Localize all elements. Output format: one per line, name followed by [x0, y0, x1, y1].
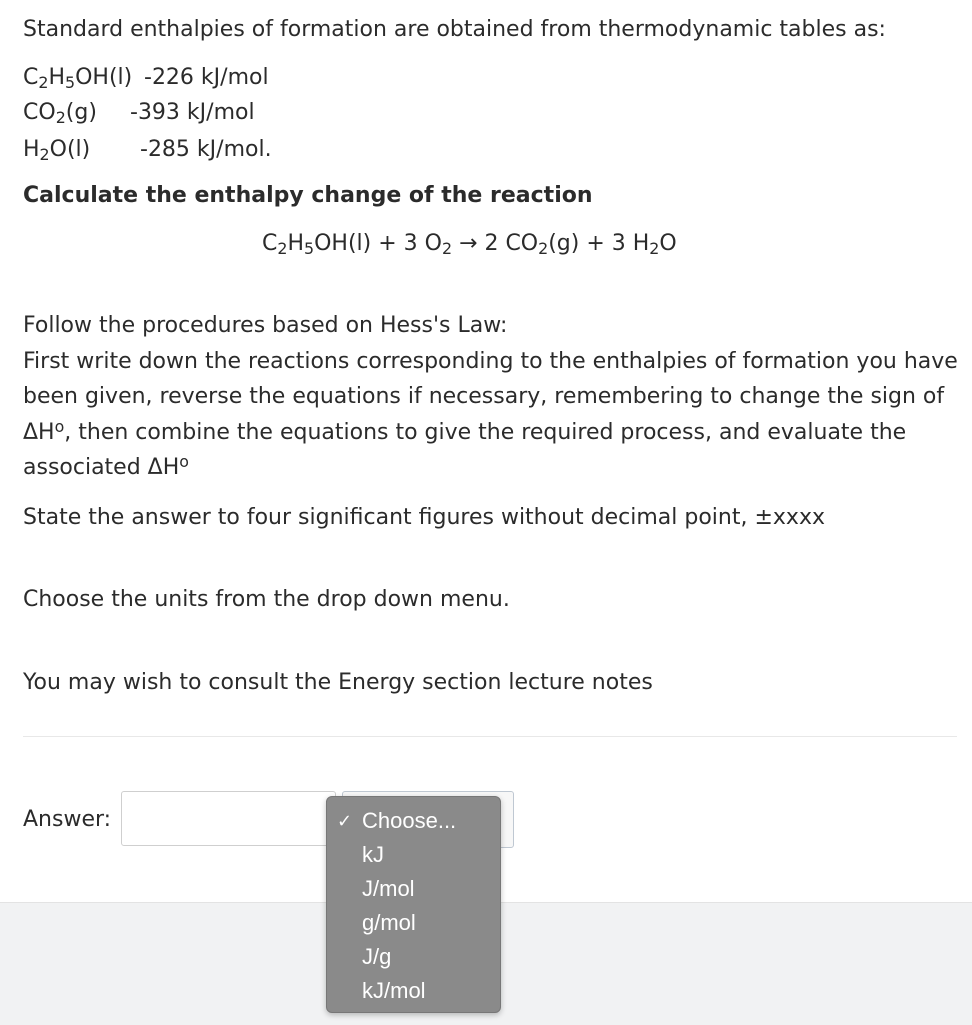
units-dropdown-menu[interactable]	[326, 796, 501, 1013]
units-option-g-per-mol[interactable]: g/mol	[362, 910, 416, 935]
intro-text: Standard enthalpies of formation are obtained from thermodynamic tables as:	[23, 17, 886, 42]
species-formula: $C_2H_5OH(l)$	[23, 65, 133, 92]
instructions-sigfigs: State the answer to four significant figures without decimal point, ±xxxx	[23, 505, 825, 530]
answer-input[interactable]	[121, 791, 336, 846]
species-co2	[23, 99, 255, 127]
hess-steps: First write down the reactions corresponding to the enthalpies of formation you have been given, reverse the equations if necessary, remembering to change the sign of $\Delta H^o$, then combine the equations to give the required process, and evaluate the associated $\Delta H^o$	[23, 348, 958, 480]
species-enthalpy: -285 kJ/mol.	[140, 137, 272, 162]
species-water	[23, 136, 272, 164]
units-option-j-per-mol[interactable]: J/mol	[362, 876, 415, 901]
checkmark-icon: ✓	[337, 811, 353, 831]
species-enthalpy: -393 kJ/mol	[130, 100, 255, 125]
hess-title: Follow the procedures based on Hess's Law:	[23, 313, 508, 338]
units-option-j-per-g[interactable]: J/g	[362, 944, 392, 969]
units-option-choose[interactable]	[327, 804, 500, 838]
question-heading: Calculate the enthalpy change of the reaction	[23, 183, 593, 208]
instructions-units: Choose the units from the drop down menu.	[23, 587, 510, 612]
instructions-notes: You may wish to consult the Energy section lecture notes	[23, 670, 653, 695]
species-formula: $CO_2(g)$	[23, 100, 97, 127]
divider	[23, 736, 957, 737]
units-option-kj[interactable]: kJ	[362, 842, 384, 867]
species-ethanol	[23, 64, 269, 92]
species-formula: $H_2O(l)$	[23, 137, 91, 164]
answer-label: Answer:	[23, 807, 112, 832]
instructions-hess	[23, 308, 958, 486]
reaction-equation: $C_2H_5OH(l) + 3$ $O_2 \to 2$ $CO_2(g) + 3$ $H_2O$	[262, 231, 677, 258]
option-label: Choose...	[362, 808, 457, 833]
units-option-kj-per-mol[interactable]: kJ/mol	[362, 978, 426, 1003]
species-enthalpy: -226 kJ/mol	[144, 65, 269, 90]
